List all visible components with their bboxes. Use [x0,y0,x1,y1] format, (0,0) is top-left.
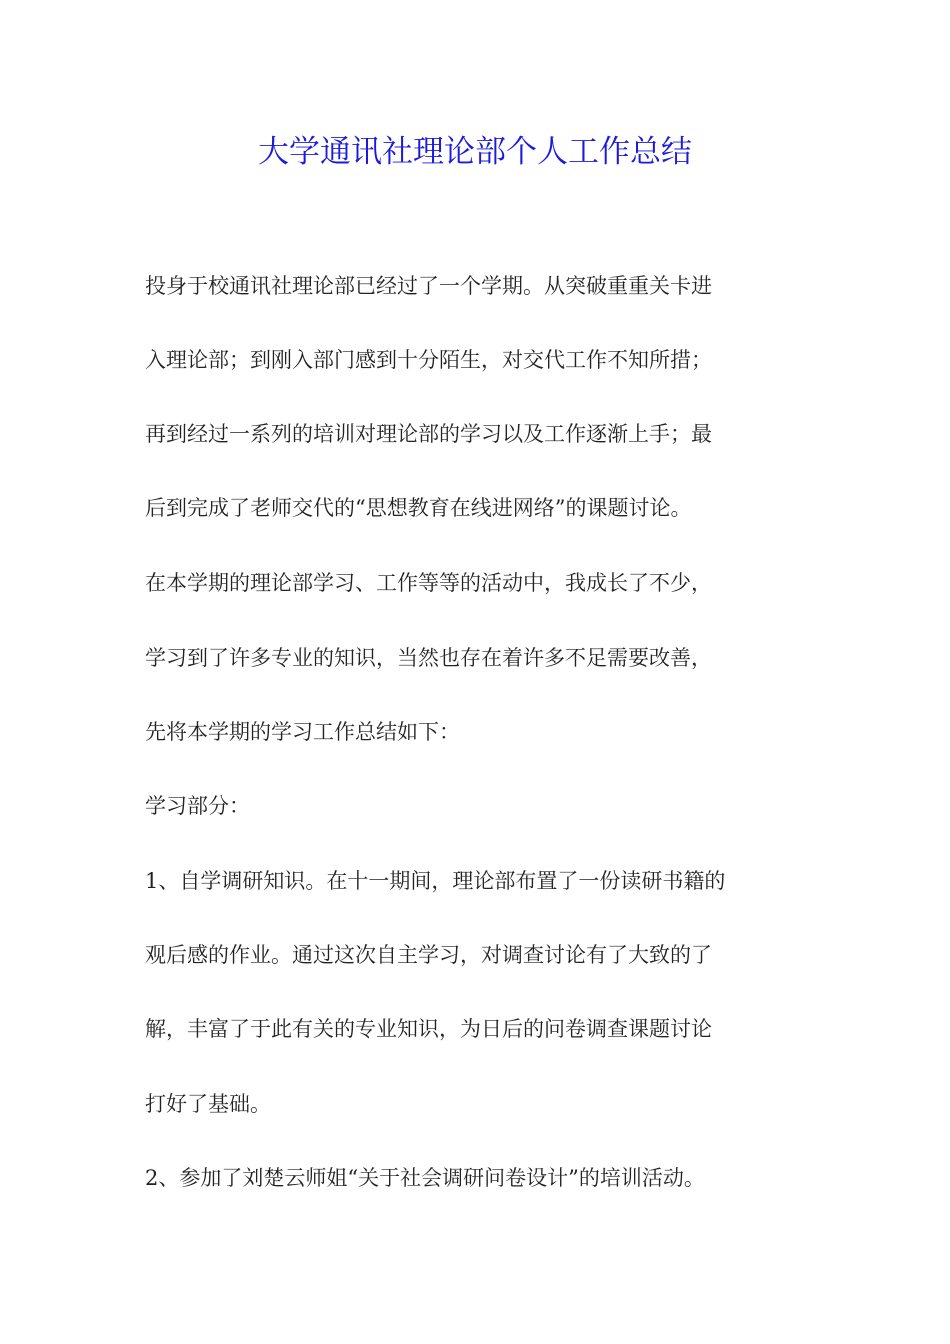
body-line-4: 后到完成了老师交代的“思想教育在线进网络”的课题讨论。 [145,496,692,520]
body-line-11: 解，丰富了于此有关的专业知识，为日后的问卷调查课题讨论 [145,1017,712,1041]
section-heading-study: 学习部分： [145,794,250,818]
document-title: 大学通讯社理论部个人工作总结 [258,134,692,170]
body-line-6: 学习到了许多专业的知识，当然也存在着许多不足需要改善， [145,646,712,670]
body-line-2: 入理论部；到刚入部门感到十分陌生，对交代工作不知所措； [145,348,712,372]
body-line-13: 2、参加了刘楚云师姐“关于社会调研问卷设计”的培训活动。 [145,1166,705,1190]
body-line-12: 打好了基础。 [145,1092,271,1116]
body-line-7: 先将本学期的学习工作总结如下： [145,720,460,744]
body-line-10: 观后感的作业。通过这次自主学习，对调查讨论有了大致的了 [145,943,712,967]
body-line-5: 在本学期的理论部学习、工作等等的活动中，我成长了不少， [145,571,712,595]
body-line-1: 投身于校通讯社理论部已经过了一个学期。从突破重重关卡进 [145,274,712,298]
body-line-3: 再到经过一系列的培训对理论部的学习以及工作逐渐上手；最 [145,422,712,446]
body-line-9: 1、自学调研知识。在十一期间，理论部布置了一份读研书籍的 [145,869,726,893]
